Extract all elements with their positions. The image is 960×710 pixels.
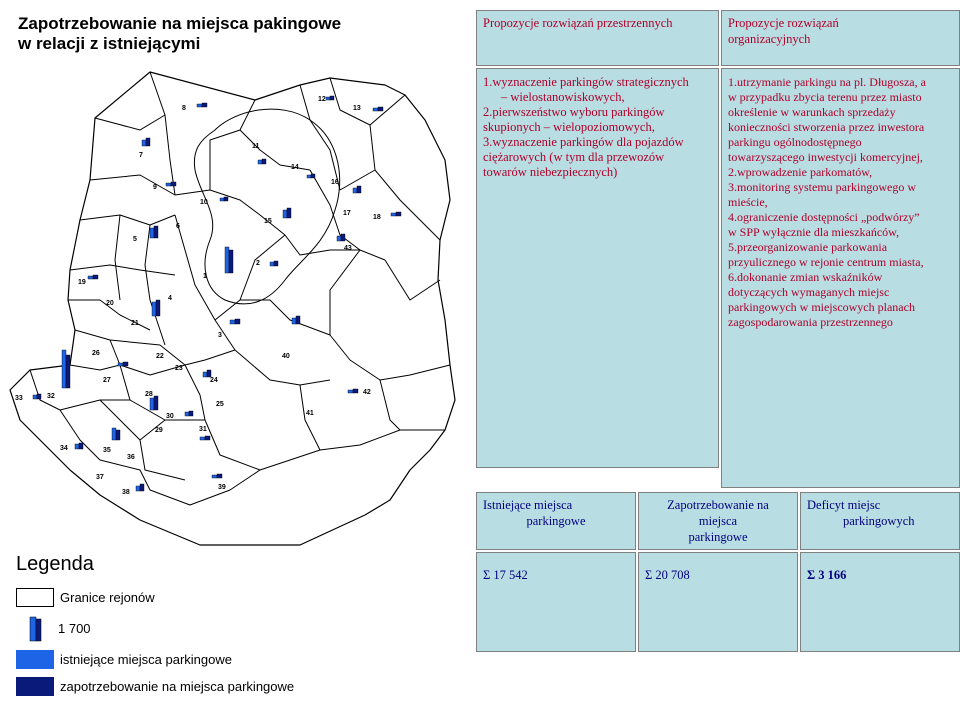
org-item: w SPP wyłącznie dla mieszkańców, xyxy=(728,225,900,239)
region-label-34: 34 xyxy=(60,445,68,452)
existing-swatch xyxy=(16,650,54,669)
legend-scale xyxy=(16,614,91,642)
org-item: 5.przeorganizowanie parkowania xyxy=(728,240,888,254)
org-body xyxy=(721,68,960,488)
legend-boundaries-label: Granice rejonów xyxy=(60,590,155,605)
region-label-12: 12 xyxy=(318,96,326,103)
title-line-2: w relacji z istniejącymi xyxy=(18,34,201,53)
org-item: dotyczących wymaganych miejsc xyxy=(728,285,890,299)
org-item: parkingu ogólnodostępnego xyxy=(728,135,862,149)
parking-symbol xyxy=(225,247,233,273)
demand-header-line-3: parkingowe xyxy=(688,530,748,544)
parking-symbol xyxy=(150,226,158,238)
existing-header-line-1: Istniejące miejsca xyxy=(483,498,573,512)
title-line-1: Zapotrzebowanie na miejsca pakingowe xyxy=(18,14,342,33)
region-label-14: 14 xyxy=(291,164,299,171)
region-label-31: 31 xyxy=(199,426,207,433)
region-label-22: 22 xyxy=(156,353,164,360)
spatial-header xyxy=(476,10,719,66)
spatial-item: – wielostanowiskowych, xyxy=(501,90,625,104)
region-label-3: 3 xyxy=(218,332,222,339)
parking-symbol xyxy=(152,300,160,316)
org-item: konieczności stworzenia przez inwestora xyxy=(728,120,925,134)
region-label-35: 35 xyxy=(103,447,111,454)
demand-value: Σ 20 708 xyxy=(645,568,690,582)
region-label-18: 18 xyxy=(373,214,381,221)
deficit-header xyxy=(800,492,960,550)
parking-symbol xyxy=(150,396,158,410)
org-item: mieście, xyxy=(728,195,768,209)
demand-header-line-1: Zapotrzebowanie na xyxy=(667,498,769,512)
region-label-38: 38 xyxy=(122,489,130,496)
org-header-line-2: organizacyjnych xyxy=(728,32,811,46)
region-label-11: 11 xyxy=(252,143,260,150)
existing-value-cell xyxy=(476,552,636,652)
legend-demand-label: zapotrzebowanie na miejsca parkingowe xyxy=(60,679,295,694)
spatial-item: 2.pierwszeństwo wyboru parkingów xyxy=(483,105,665,119)
org-header xyxy=(721,10,960,66)
org-item: 1.utrzymanie parkingu na pl. Długosza, a xyxy=(728,75,926,89)
region-label-1: 1 xyxy=(203,273,207,280)
org-item: 2.wprowadzenie parkomatów, xyxy=(728,165,873,179)
demand-swatch xyxy=(16,677,54,696)
spatial-item: skupionych – wielopoziomowych, xyxy=(483,120,655,134)
region-label-23: 23 xyxy=(175,365,183,372)
legend-scale-label: 1 700 xyxy=(58,620,91,636)
region-label-26: 26 xyxy=(92,350,100,357)
org-item: określenie w warunkach sprzedaży xyxy=(728,105,896,119)
demand-header-line-2: miejsca xyxy=(698,514,738,528)
org-item: przyulicznego w rejonie centrum miasta, xyxy=(728,255,924,269)
boundary-swatch xyxy=(16,588,54,607)
region-label-8: 8 xyxy=(182,105,186,112)
region-label-2: 2 xyxy=(256,260,260,267)
legend-existing xyxy=(16,650,232,669)
region-label-37: 37 xyxy=(96,474,104,481)
spatial-item: 3.wyznaczenie parkingów dla pojazdów xyxy=(483,135,684,149)
deficit-header-line-1: Deficyt miejsc xyxy=(807,498,881,512)
region-label-5: 5 xyxy=(133,236,137,243)
region-label-17: 17 xyxy=(343,210,351,217)
region-label-40: 40 xyxy=(282,353,290,360)
org-item: 4.ograniczenie dostępności „podwórzy” xyxy=(728,210,920,224)
region-label-13: 13 xyxy=(353,105,361,112)
region-label-24: 24 xyxy=(210,377,218,384)
region-label-10: 10 xyxy=(200,199,208,206)
legend-existing-label: istniejące miejsca parkingowe xyxy=(60,652,232,667)
deficit-header-line-2: parkingowych xyxy=(843,514,915,528)
region-label-15: 15 xyxy=(264,218,272,225)
spatial-body xyxy=(476,68,719,468)
map-title xyxy=(18,14,438,54)
region-label-9: 9 xyxy=(153,184,157,191)
org-header-line-1: Propozycje rozwiązań xyxy=(728,16,839,30)
spatial-header-text: Propozycje rozwiązań przestrzennych xyxy=(483,16,673,30)
region-label-42: 42 xyxy=(363,389,371,396)
org-item: zagospodarowania przestrzennego xyxy=(728,315,893,329)
region-label-29: 29 xyxy=(155,427,163,434)
region-label-4: 4 xyxy=(168,295,172,302)
org-item: 3.monitoring systemu parkingowego w xyxy=(728,180,916,194)
deficit-value: Σ 3 166 xyxy=(807,568,847,582)
org-item: towarzyszącego inwestycji komercyjnej, xyxy=(728,150,923,164)
parking-symbol xyxy=(62,350,70,388)
demand-header xyxy=(638,492,798,550)
region-label-41: 41 xyxy=(306,410,314,417)
region-label-21: 21 xyxy=(131,320,139,327)
deficit-value-cell xyxy=(800,552,960,652)
existing-header-line-2: parkingowe xyxy=(526,514,586,528)
region-label-6: 6 xyxy=(176,223,180,230)
region-label-19: 19 xyxy=(78,279,86,286)
region-label-32: 32 xyxy=(47,393,55,400)
bar-scale-icon xyxy=(16,614,54,642)
region-label-39: 39 xyxy=(218,484,226,491)
demand-value-cell xyxy=(638,552,798,652)
spatial-item: towarów niebezpiecznych) xyxy=(483,165,618,179)
region-label-43: 43 xyxy=(344,245,352,252)
region-label-36: 36 xyxy=(127,454,135,461)
existing-value: Σ 17 542 xyxy=(483,568,528,582)
region-label-30: 30 xyxy=(166,413,174,420)
spatial-item: ciężarowych (w tym dla przewozów xyxy=(483,150,665,164)
region-label-33: 33 xyxy=(15,395,23,402)
spatial-item: 1.wyznaczenie parkingów strategicznych xyxy=(483,75,689,89)
region-label-16: 16 xyxy=(331,179,339,186)
parking-symbol xyxy=(75,443,83,449)
region-label-25: 25 xyxy=(216,401,224,408)
existing-header xyxy=(476,492,636,550)
legend-boundaries xyxy=(16,588,155,607)
district-map xyxy=(0,62,475,552)
region-label-20: 20 xyxy=(106,300,114,307)
org-item: 6.dokonanie zmian wskaźników xyxy=(728,270,883,284)
region-label-7: 7 xyxy=(139,152,143,159)
org-item: parkingowych w miejscowych planach xyxy=(728,300,915,314)
legend-title: Legenda xyxy=(16,553,94,575)
legend-demand xyxy=(16,677,294,696)
region-label-27: 27 xyxy=(103,377,111,384)
city-boundary xyxy=(10,72,455,545)
org-item: w przypadku zbycia terenu przez miasto xyxy=(728,90,922,104)
region-label-28: 28 xyxy=(145,391,153,398)
